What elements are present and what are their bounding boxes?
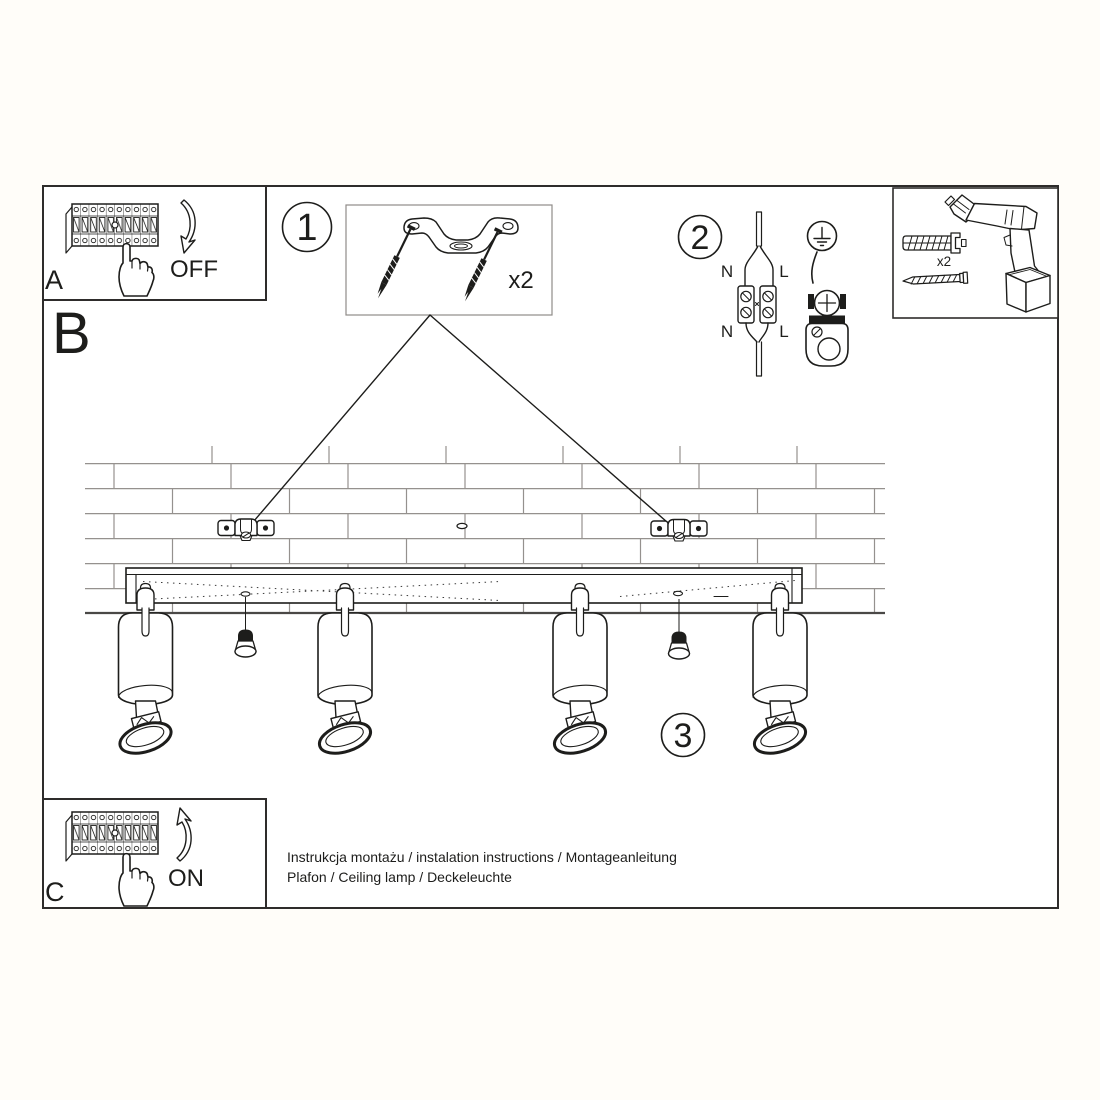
rail-screw-hole xyxy=(241,592,250,596)
panel-c-power-on xyxy=(43,799,266,908)
hardware-quantity: x2 xyxy=(936,254,952,269)
step-1-number: 1 xyxy=(296,207,318,249)
wire-label-l-top: L xyxy=(779,262,789,281)
circuit-breaker-panel-icon xyxy=(66,204,158,253)
footer-line-1: Instrukcja montażu / instalation instructions / Montageanleitung xyxy=(287,849,677,865)
step-3-number: 3 xyxy=(673,717,693,755)
panel-b-label: B xyxy=(52,301,91,366)
step-1-box xyxy=(346,205,552,315)
panel-a-label: A xyxy=(45,265,64,295)
footer-line-2: Plafon / Ceiling lamp / Deckeleuchte xyxy=(287,869,512,885)
rail-screw-hole xyxy=(674,591,683,595)
panel-c-action-on: ON xyxy=(168,865,204,892)
hardware-box xyxy=(893,188,1058,318)
ceiling-cable-hole xyxy=(457,523,467,528)
wire-label-n-top: N xyxy=(720,262,734,281)
ground-terminal-icon xyxy=(806,291,848,367)
step-2-number: 2 xyxy=(690,219,710,257)
circuit-breaker-panel-icon xyxy=(66,812,158,861)
step-1-quantity: x2 xyxy=(508,267,534,294)
earth-ground-symbol-icon xyxy=(808,222,837,251)
panel-a-action-off: OFF xyxy=(170,256,218,283)
wire-label-n-bottom: N xyxy=(720,322,734,341)
panel-c-label: C xyxy=(45,877,65,907)
wire-label-l-bottom: L xyxy=(779,322,789,341)
lamp-rail xyxy=(126,568,802,603)
panel-a-power-off xyxy=(43,186,266,300)
